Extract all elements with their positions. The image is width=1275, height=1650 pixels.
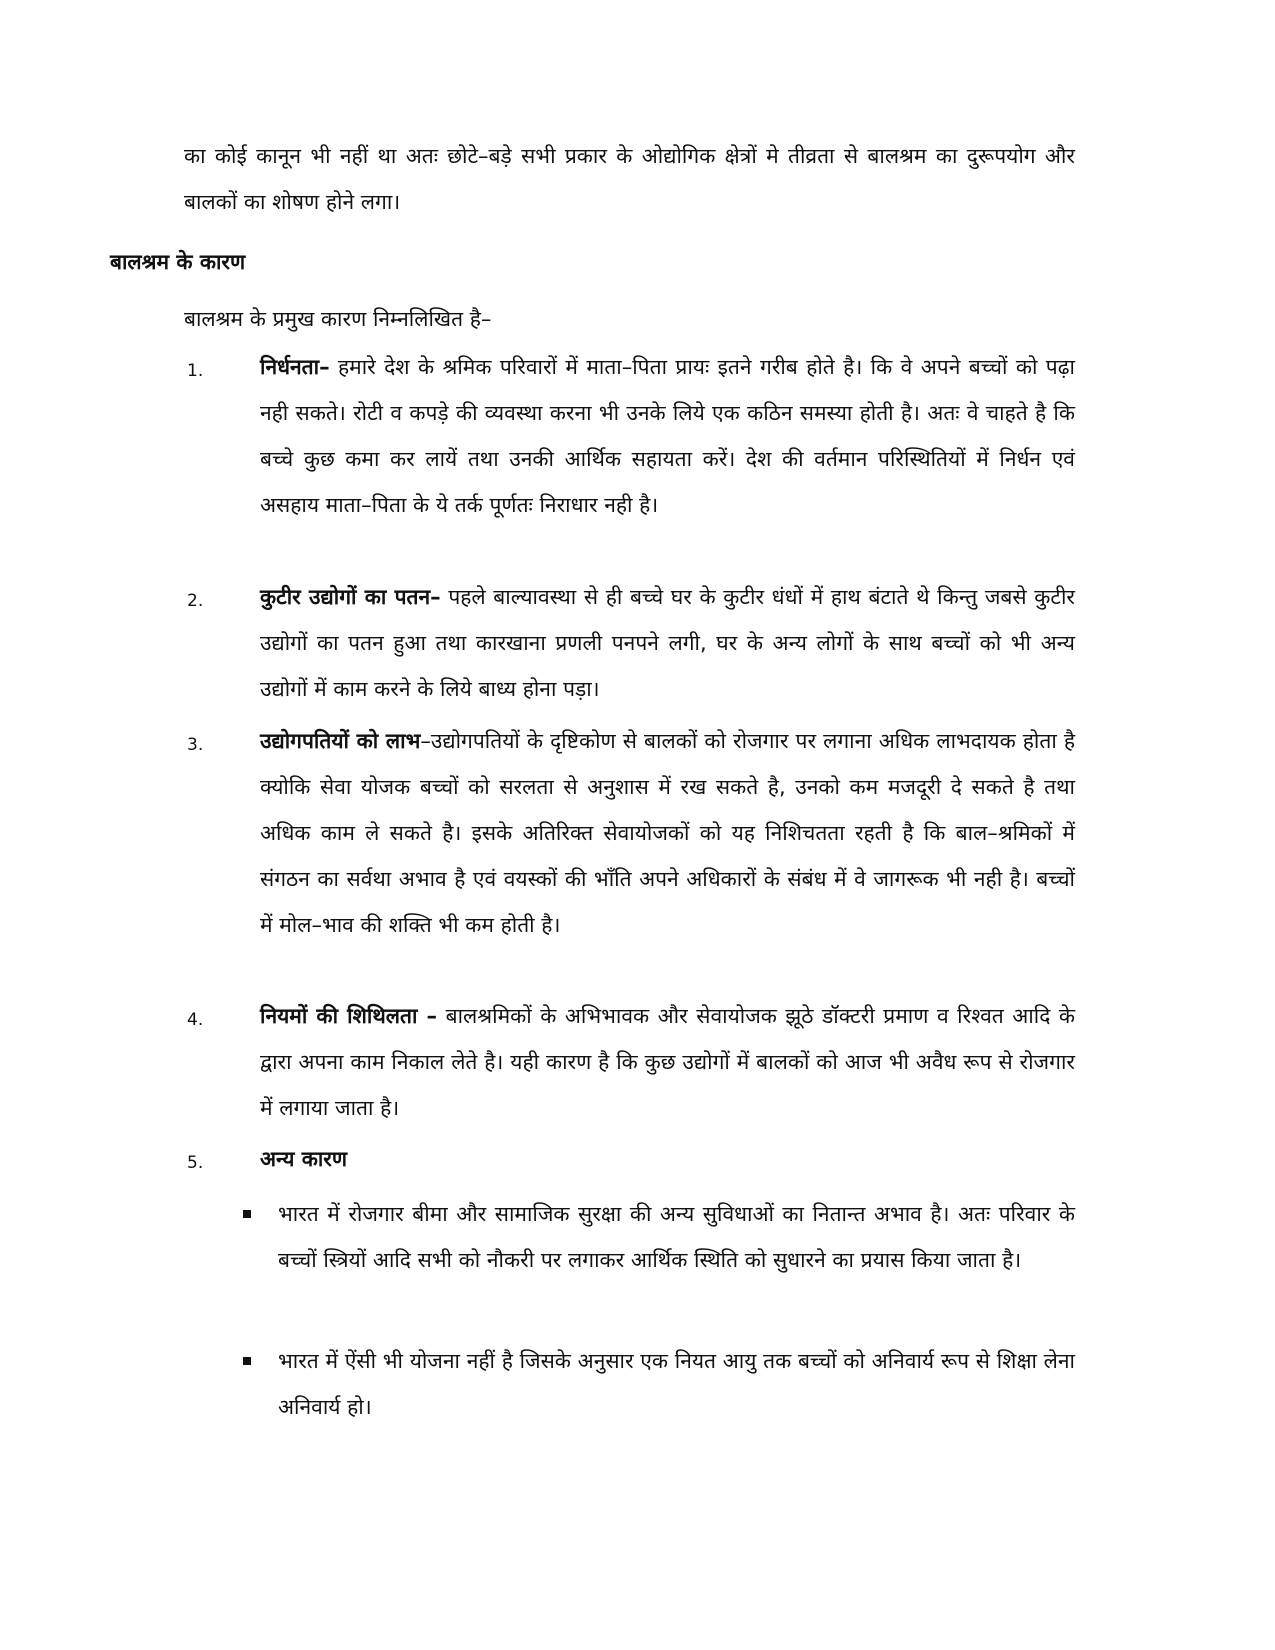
bullet-icon xyxy=(243,1210,251,1218)
section-heading: बालश्रम के कारण xyxy=(110,250,246,274)
item-number: 1. xyxy=(187,361,204,381)
item-title: अन्य कारण xyxy=(260,1147,348,1171)
item-title: उद्योगपतियों को लाभ xyxy=(260,729,421,753)
bullet-item: भारत में रोजगार बीमा और सामाजिक सुरक्षा की अन्य सुविधाओं का नितान्त अभाव है। अतः परिवार के बच्चों स्त्रियों आदि सभी को नौकरी पर लगाकर आर्थिक स्थिति को सुधारने का प्रयास किया जाता है। xyxy=(278,1202,1075,1272)
list-item xyxy=(260,993,1075,1131)
list-item xyxy=(260,574,1075,712)
item-text: पहले बाल्यावस्था से ही बच्चे घर के कुटीर धंधों में हाथ बंटाते थे किन्तु जबसे कुटीर उद्योगों का पतन हुआ तथा कारखाना प्रणली पनपने लगी, घर के अन्य लोगों के साथ बच्चों को भी अन्य उद्योगों में काम करने के लिये बाध्य होना पड़ा। xyxy=(260,585,1076,701)
continuation-paragraph: का कोई कानून भी नहीं था अतः छोटे–बड़े सभी प्रकार के ओद्योगिक क्षेत्रों मे तीव्रता से बालश्रम का दुरूपयोग और बालकों का शोषण होने लगा। xyxy=(184,144,1075,214)
list-item xyxy=(260,718,1075,948)
item-title: निर्धनता– xyxy=(260,355,330,379)
item-title: कुटीर उद्योगों का पतन– xyxy=(260,585,441,609)
list-item xyxy=(260,344,1075,528)
item-text: –उद्योगपतियों के दृष्टिकोण से बालकों को रोजगार पर लगाना अधिक लाभदायक होता है क्योकि सेवा योजक बच्चों को सरलता से अनुशास में रख सकते है, उनको कम मजदूरी दे सकते है तथा अधिक काम ले सकते है। इसके अतिरिक्त सेवायोजकों को यह निशिचतता रहती है कि बाल–श्रमिकों में संगठन का सर्वथा अभाव है एवं वयस्कों की भाँति अपने अधिकारों के संबंध में वे जागरूक भी नही है। बच्चों में मोल–भाव की शक्ति भी कम होती है। xyxy=(260,729,1075,937)
item-number: 5. xyxy=(187,1153,204,1173)
item-number: 3. xyxy=(187,735,204,755)
item-text: बालश्रमिकों के अभिभावक और सेवायोजक झूठे डॉक्टरी प्रमाण व रिश्वत आदि के द्वारा अपना काम निकाल लेते है। यही कारण है कि कुछ उद्योगों में बालकों को आज भी अवैध रूप से रोजगार में लगाया जाता है। xyxy=(260,1004,1075,1120)
intro-line: बालश्रम के प्रमुख कारण निम्नलिखित है– xyxy=(184,307,492,331)
bullet-item: भारत में ऐंसी भी योजना नहीं है जिसके अनुसार एक नियत आयु तक बच्चों को अनिवार्य रूप से शिक्षा लेना अनिवार्य हो। xyxy=(278,1349,1075,1419)
item-title: नियमों की शिथिलता – xyxy=(260,1004,438,1028)
bullet-icon xyxy=(243,1357,251,1365)
item-text: हमारे देश के श्रमिक परिवारों में माता–पिता प्रायः इतने गरीब होते है। कि वे अपने बच्चों को पढ़ा नही सकते। रोटी व कपड़े की व्यवस्था करना भी उनके लिये एक कठिन समस्या होती है। अतः वे चाहते है कि बच्चे कुछ कमा कर लायें तथा उनकी आर्थिक सहायता करें। देश की वर्तमान परिस्थितियों में निर्धन एवं असहाय माता–पिता के ये तर्क पूर्णतः निराधार नही है। xyxy=(260,355,1075,517)
item-number: 2. xyxy=(187,591,204,611)
list-item xyxy=(260,1136,1075,1182)
item-number: 4. xyxy=(187,1010,204,1030)
